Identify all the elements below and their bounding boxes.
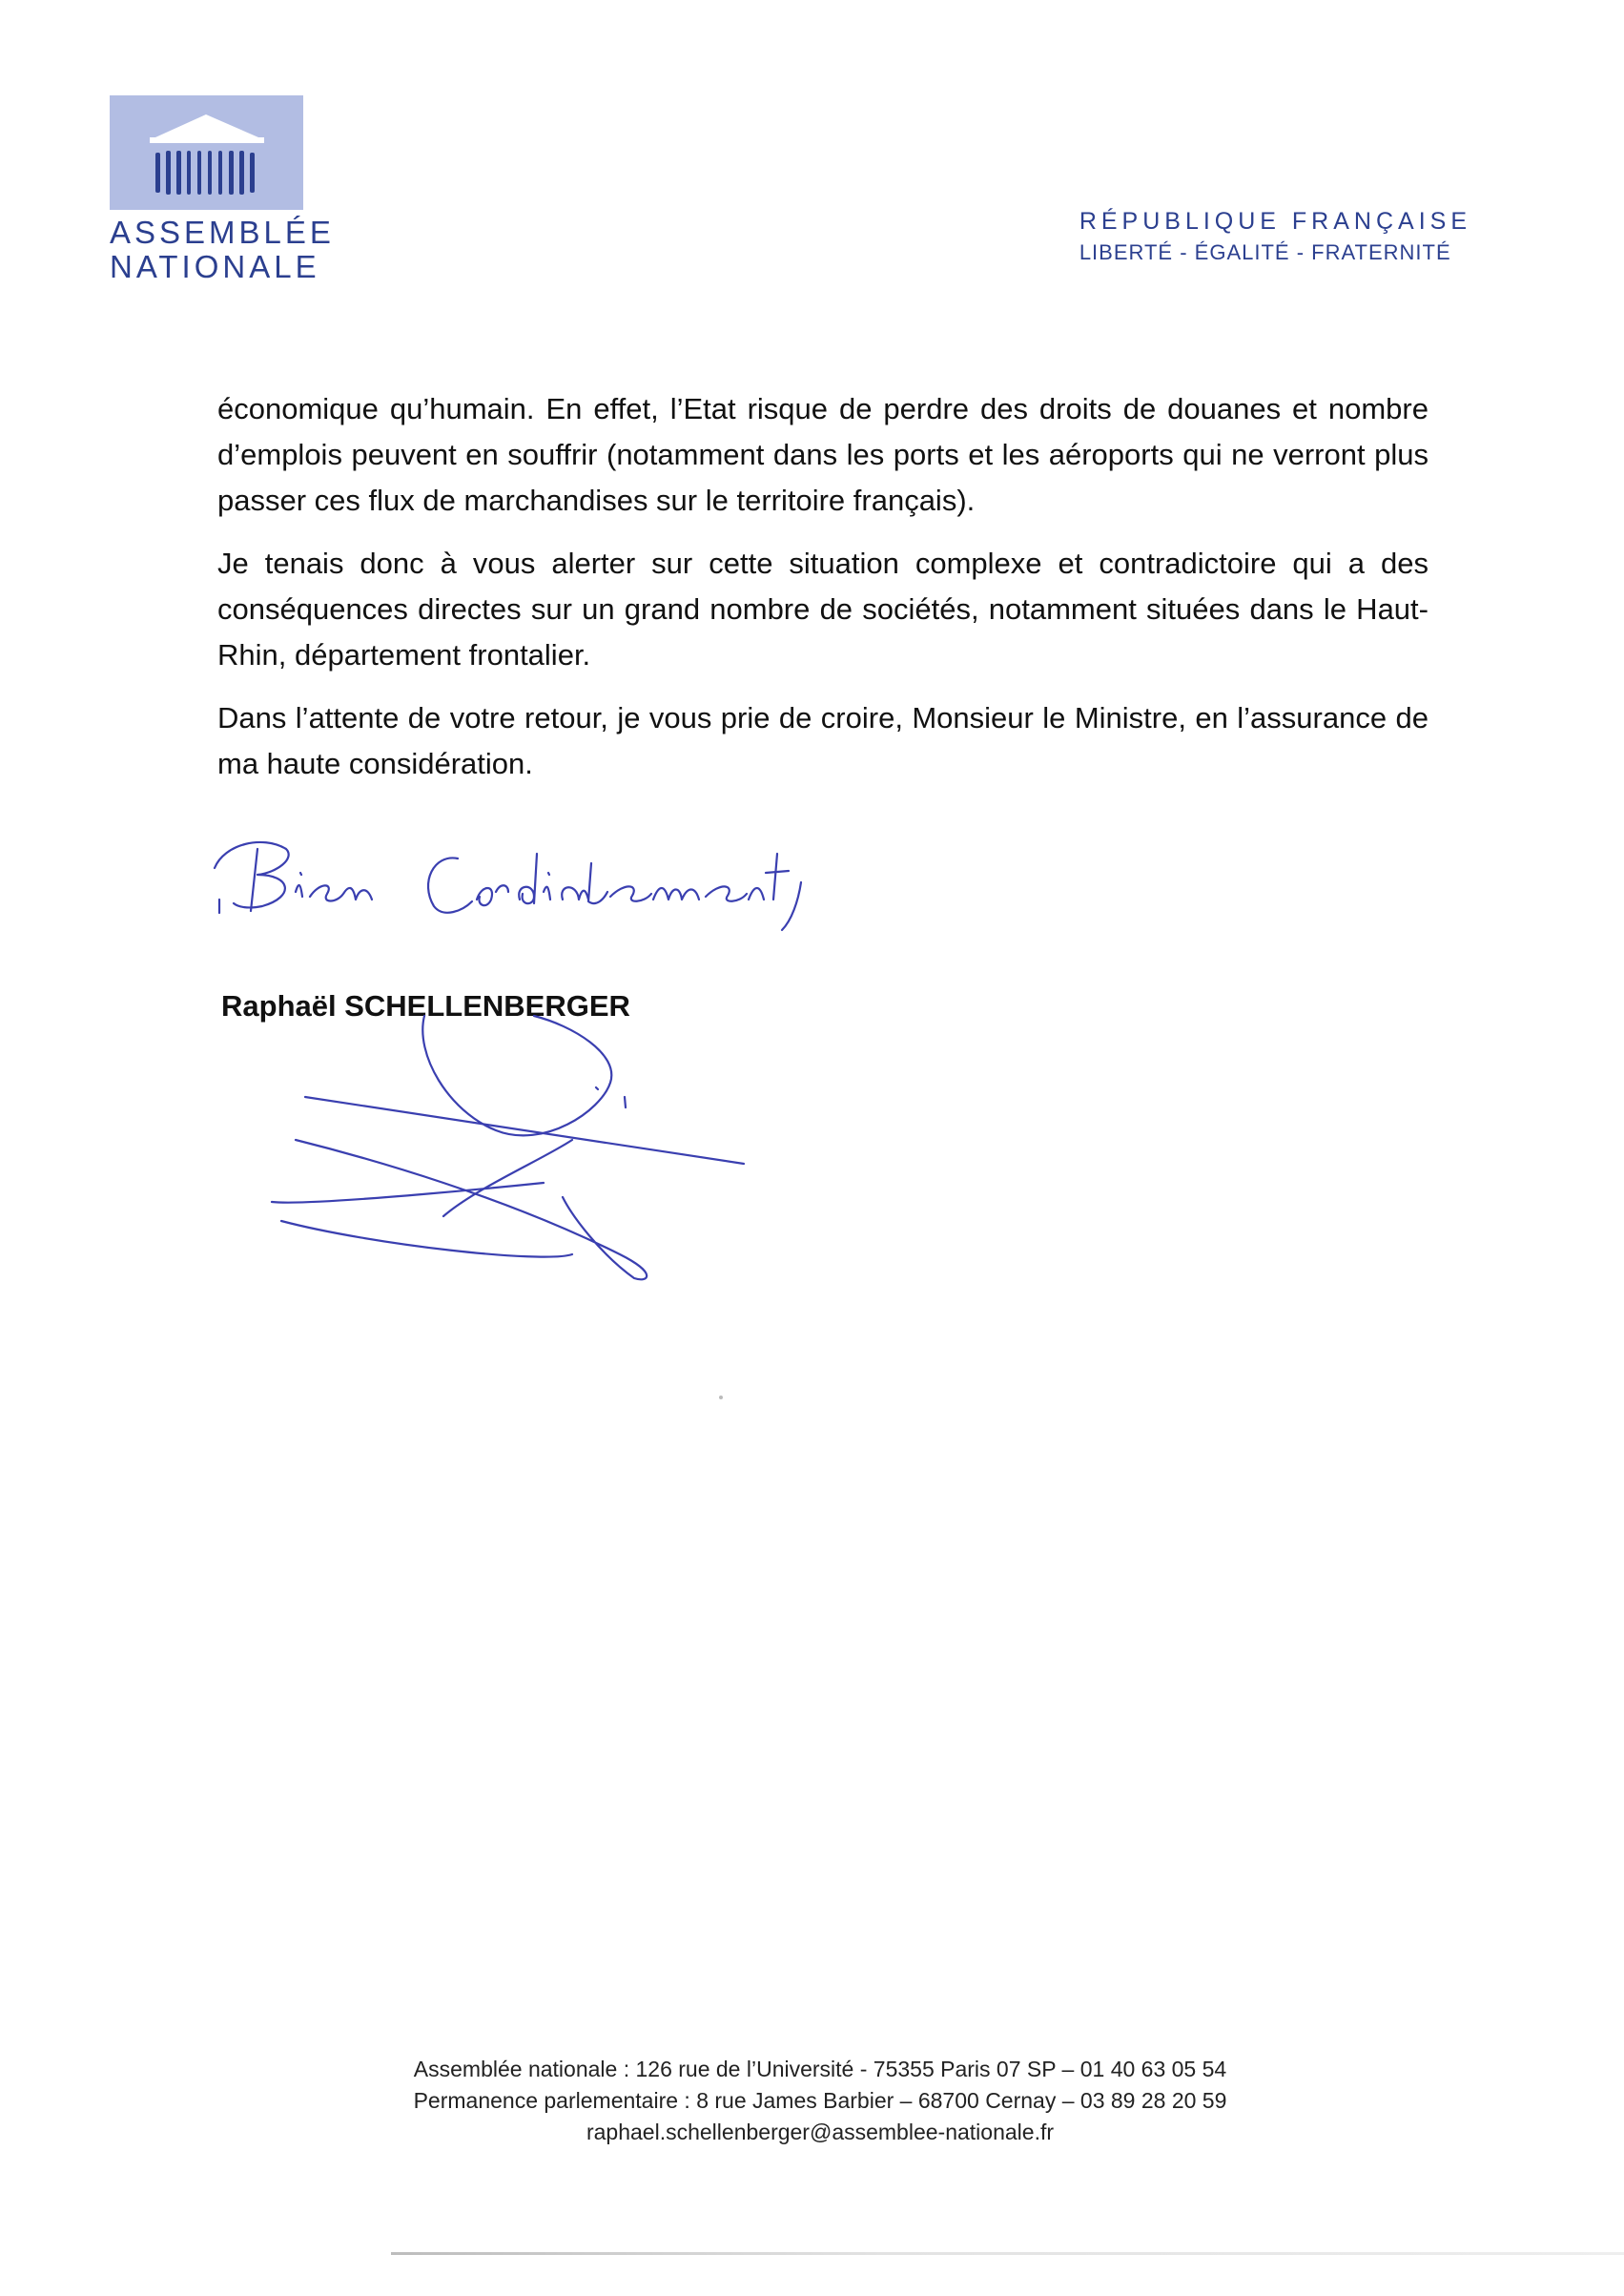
footer-address-office: Permanence parlementaire : 8 rue James Barbier – 68700 Cernay – 03 89 28 20 59 xyxy=(413,2088,1227,2113)
footer-address-assembly: Assemblée nationale : 126 rue de l’Université - 75355 Paris 07 SP – 01 40 63 05 54 xyxy=(413,2057,1227,2081)
scan-edge-rule xyxy=(391,2252,1624,2255)
logo-line-2: NATIONALE xyxy=(110,249,320,284)
letter-body xyxy=(217,386,1429,804)
republic-motto-text: LIBERTÉ - ÉGALITÉ - FRATERNITÉ xyxy=(1079,240,1451,264)
footer-email: raphael.schellenberger@assemblee-nationale.fr xyxy=(586,2120,1055,2144)
republic-title: RÉPUBLIQUE FRANÇAISE xyxy=(1079,208,1471,235)
handwritten-closing xyxy=(205,816,873,940)
scan-speck xyxy=(719,1396,723,1399)
paragraph-2: Je tenais donc à vous alerter sur cette situation complexe et contradictoire qui a des conséquences directes sur un grand nombre de sociétés, notamment situées dans le Haut-Rhin, département frontalier. xyxy=(217,547,1429,672)
republic-motto xyxy=(1079,206,1471,269)
assemblee-nationale-logo xyxy=(110,95,335,284)
logo-wordmark xyxy=(110,215,335,284)
letter-footer xyxy=(343,2054,1297,2148)
logo-line-1: ASSEMBLÉE xyxy=(110,215,335,250)
signer-name: Raphaël SCHELLENBERGER xyxy=(221,989,630,1023)
paragraph-3: Dans l’attente de votre retour, je vous prie de croire, Monsieur le Ministre, en l’assurance de ma haute considération. xyxy=(217,701,1429,780)
hemicycle-emblem-icon xyxy=(110,95,303,210)
paragraph-1: économique qu’humain. En effet, l’Etat risque de perdre des droits de douanes et nombre d’emplois peuvent en souffrir (notamment dans les ports et les aéroports qui ne verront plus passer ces flux de marchandises sur le territoire français). xyxy=(217,392,1429,517)
handwritten-signature xyxy=(257,997,753,1312)
